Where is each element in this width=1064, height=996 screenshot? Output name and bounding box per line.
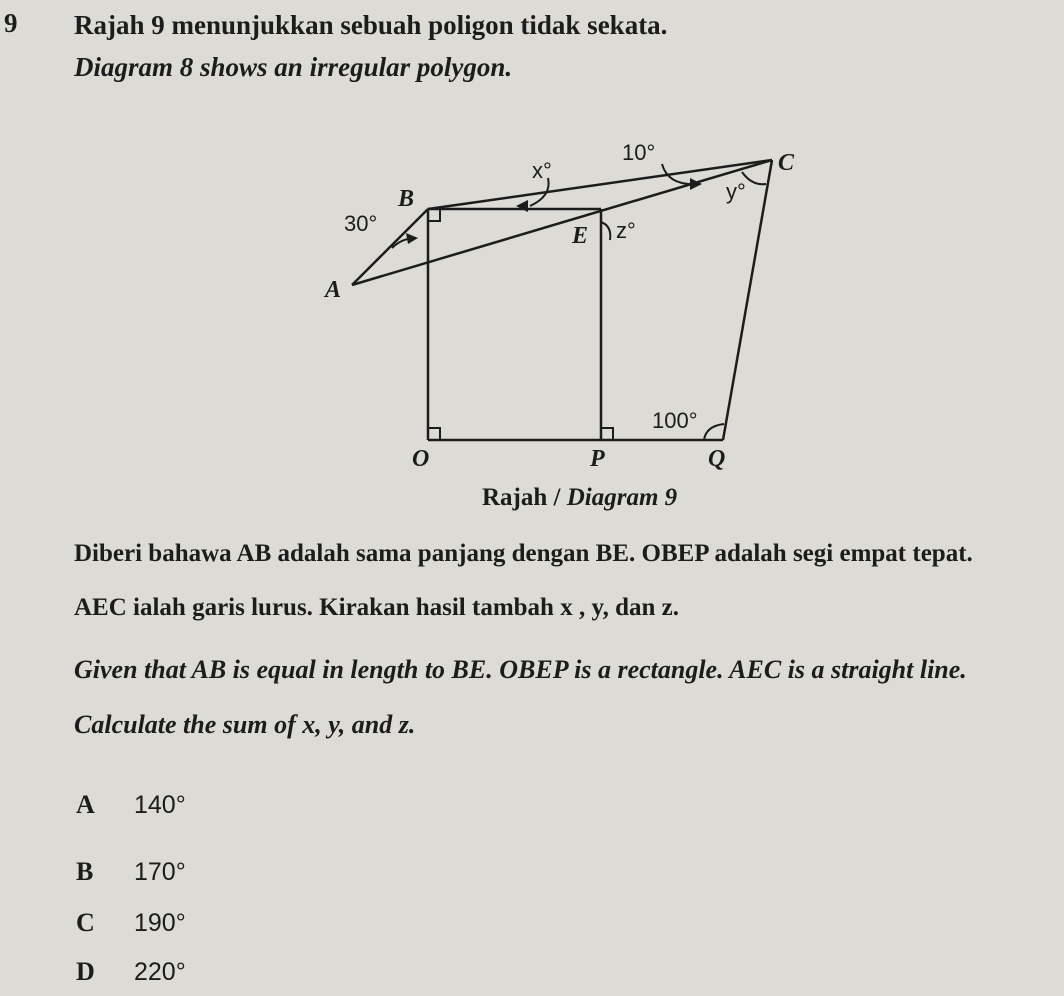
angle-label-10: 10°: [622, 140, 656, 165]
heading-malay: Rajah 9 menunjukkan sebuah poligon tidak sekata.: [74, 10, 668, 40]
label-B: B: [398, 186, 415, 212]
given-english-line-1: Given that AB is equal in length to BE. OBEP is a rectangle. AEC is a straight line.: [74, 655, 967, 684]
right-angle-B: [428, 209, 440, 221]
label-A: A: [325, 277, 342, 303]
label-C: C: [778, 150, 795, 176]
arc-100: [704, 424, 724, 440]
angle-label-z: z°: [616, 218, 636, 243]
angle-label-x: x°: [532, 158, 552, 183]
heading-english: Diagram 8 shows an irregular polygon.: [74, 52, 513, 82]
arrow-10: [690, 178, 702, 190]
caption-malay: Rajah /: [482, 484, 561, 511]
arrow-30: [406, 233, 418, 244]
label-E: E: [572, 223, 589, 249]
right-angle-P: [601, 428, 613, 440]
given-malay-line-2: AEC ialah garis lurus. Kirakan hasil tambah x , y, dan z.: [74, 594, 679, 621]
label-P: P: [590, 446, 605, 472]
angle-label-100: 100°: [652, 408, 698, 433]
option-b[interactable]: [76, 857, 186, 887]
option-d[interactable]: [76, 957, 186, 987]
diagram-caption: [482, 484, 677, 512]
option-d-value: 220°: [134, 958, 186, 986]
option-a-value: 140°: [134, 791, 186, 819]
option-d-letter: D: [76, 957, 95, 986]
angle-label-30: 30°: [344, 211, 378, 236]
given-malay-line-1: Diberi bahawa AB adalah sama panjang dengan BE. OBEP adalah segi empat tepat.: [74, 540, 973, 567]
option-b-letter: B: [76, 857, 94, 886]
line-BC: [428, 160, 772, 209]
option-a[interactable]: [76, 790, 186, 820]
option-c-letter: C: [76, 908, 95, 937]
arc-z: [601, 222, 610, 240]
option-c-value: 190°: [134, 909, 186, 937]
option-b-value: 170°: [134, 858, 186, 886]
label-Q: Q: [708, 446, 726, 472]
question-number: 9: [4, 8, 18, 38]
angle-label-y: y°: [726, 179, 746, 204]
given-english-line-2: Calculate the sum of x, y, and z.: [74, 710, 416, 739]
caption-english: Diagram 9: [566, 484, 678, 511]
option-a-letter: A: [76, 790, 95, 819]
option-c[interactable]: [76, 908, 186, 938]
label-O: O: [412, 446, 430, 472]
right-angle-O: [428, 428, 440, 440]
